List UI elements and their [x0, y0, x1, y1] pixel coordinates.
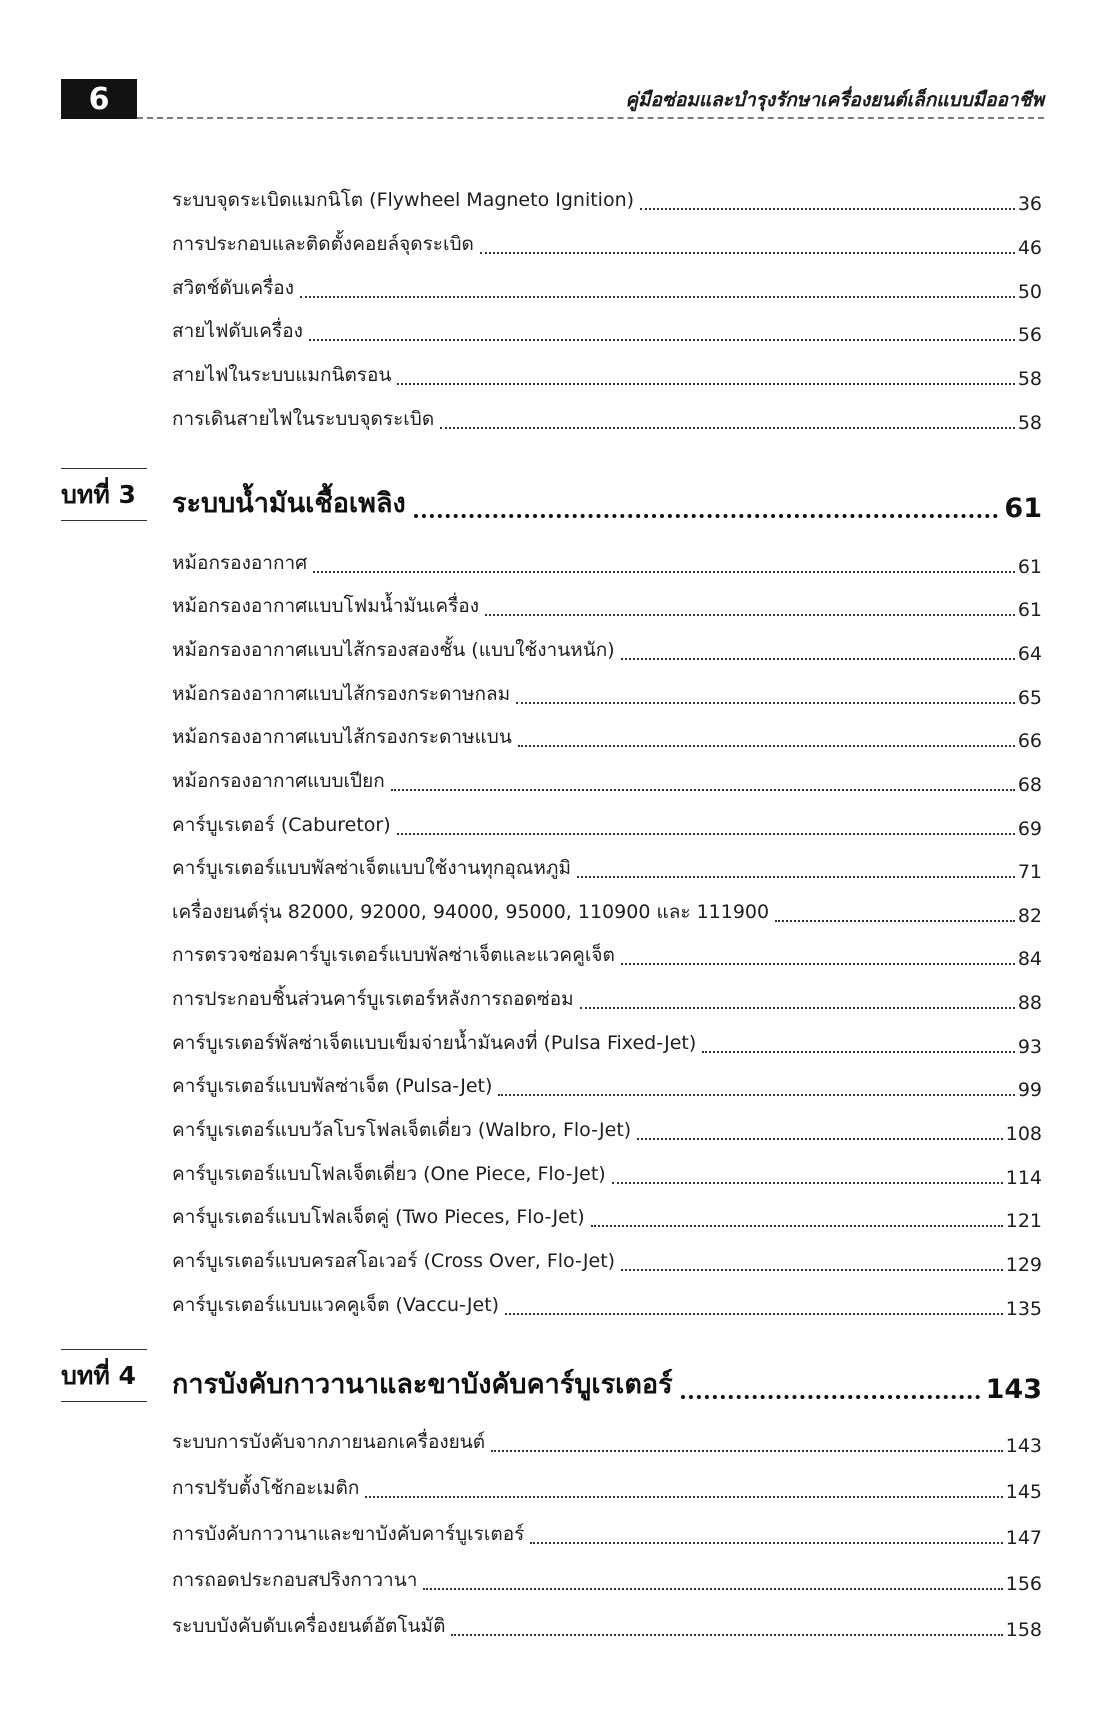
toc-entry-page: 82 [1017, 905, 1042, 927]
toc-entry [172, 1159, 1042, 1189]
toc-entry-title: ระบบจุดระเบิดแมกนิโต (Flywheel Magneto Ignition) [172, 189, 635, 211]
toc-entry-title: การปรับตั้งโช้กอะเมติก [172, 1477, 360, 1499]
toc-entry [172, 1427, 1042, 1457]
toc-entry-page: 61 [1017, 556, 1042, 578]
toc-entry [172, 273, 1042, 303]
toc-entry-page: 58 [1017, 368, 1042, 390]
dot-leader [365, 1496, 1002, 1498]
toc-entry-page: 114 [1005, 1167, 1042, 1189]
dot-leader [640, 208, 1015, 210]
dot-leader [485, 614, 1015, 616]
toc-entry [172, 185, 1042, 215]
toc-entry [172, 940, 1042, 970]
dot-leader [637, 1138, 1003, 1140]
toc-entry-page: 36 [1017, 193, 1042, 215]
toc-entry-page: 84 [1017, 948, 1042, 970]
toc-entry-title: สายไฟในระบบแมกนิตรอน [172, 364, 392, 386]
dot-leader [451, 1634, 1002, 1636]
toc-entry [172, 1071, 1042, 1101]
toc-entry-page: 46 [1017, 237, 1042, 259]
toc-entry-title: หม้อกรองอากาศแบบไส้กรองสองชั้น (แบบใช้งานหนัก) [172, 639, 615, 661]
toc-entry-page: 61 [1017, 599, 1042, 621]
toc-entry-page: 99 [1017, 1079, 1042, 1101]
toc-entry [172, 1611, 1042, 1641]
toc-entry [172, 1246, 1042, 1276]
chapter-4-label: บทที่ 4 [61, 1349, 147, 1402]
toc-entry-title: คาร์บูเรเตอร์พัลซ่าเจ็ตแบบเข็มจ่ายน้ำมันคงที่ (Pulsa Fixed-Jet) [172, 1032, 697, 1054]
toc-entry [172, 1565, 1042, 1595]
dot-leader [480, 252, 1015, 254]
toc-entry-page: 56 [1017, 324, 1042, 346]
toc-entry [172, 229, 1042, 259]
dot-leader [313, 571, 1015, 573]
toc-entry-title: คาร์บูเรเตอร์แบบแวคคูเจ็ต (Vaccu-Jet) [172, 1294, 500, 1316]
dot-leader [498, 1094, 1014, 1096]
dot-leader [621, 963, 1015, 965]
toc-entry [172, 404, 1042, 434]
toc-entry-page: 158 [1005, 1619, 1042, 1641]
toc-entry [172, 591, 1042, 621]
toc-entry [172, 1290, 1042, 1320]
dot-leader [397, 833, 1015, 835]
chapter-3-heading [172, 481, 1042, 524]
toc-entry-title: คาร์บูเรเตอร์แบบพัลซ่าเจ็ต (Pulsa-Jet) [172, 1075, 493, 1097]
dot-leader [580, 1007, 1015, 1009]
chapter-4-title: การบังคับกาวานาและขาบังคับคาร์บูเรเตอร์ [172, 1369, 673, 1400]
toc-entry-page: 121 [1005, 1210, 1042, 1232]
dot-leader [621, 1269, 1003, 1271]
toc-entry [172, 853, 1042, 883]
chapter-4-heading [172, 1362, 1042, 1405]
dot-leader [391, 789, 1015, 791]
toc-entry-page: 147 [1005, 1527, 1042, 1549]
toc-entry-page: 88 [1017, 992, 1042, 1014]
toc-entry-title: หม้อกรองอากาศแบบไส้กรองกระดาษกลม [172, 683, 511, 705]
toc-entry-page: 156 [1005, 1573, 1042, 1595]
toc-entry-title: การบังคับกาวานาและขาบังคับคาร์บูเรเตอร์ [172, 1523, 525, 1545]
toc-entry [172, 635, 1042, 665]
toc-entry-title: เครื่องยนต์รุ่น 82000, 92000, 94000, 95000, 110900 และ 111900 [172, 901, 770, 923]
dot-leader [591, 1225, 1003, 1227]
page-number: 6 [88, 81, 110, 117]
toc-entry-title: การตรวจซ่อมคาร์บูเรเตอร์แบบพัลซ่าเจ็ตและแวคคูเจ็ต [172, 944, 615, 966]
toc-entry-page: 69 [1017, 818, 1042, 840]
toc-entry-title: การประกอบชิ้นส่วนคาร์บูเรเตอร์หลังการถอดซ่อม [172, 988, 574, 1010]
toc-entry-title: หม้อกรองอากาศแบบไส้กรองกระดาษแบน [172, 726, 512, 748]
dot-leader [414, 514, 999, 518]
toc-entry-page: 108 [1005, 1123, 1042, 1145]
dot-leader [775, 920, 1015, 922]
toc-entry-page: 65 [1017, 687, 1042, 709]
toc-entry [172, 1473, 1042, 1503]
dot-leader [491, 1450, 1003, 1452]
toc-entry [172, 679, 1042, 709]
toc-entry-page: 66 [1017, 730, 1042, 752]
toc-entry-title: ระบบการบังคับจากภายนอกเครื่องยนต์ [172, 1431, 486, 1453]
toc-entry-page: 135 [1005, 1298, 1042, 1320]
dot-leader [530, 1542, 1002, 1544]
toc-entry [172, 1519, 1042, 1549]
chapter-3-title: ระบบน้ำมันเชื้อเพลิง [172, 488, 406, 519]
dot-leader [621, 658, 1015, 660]
toc-entry-title: คาร์บูเรเตอร์แบบพัลซ่าเจ็ตแบบใช้งานทุกอุณหภูมิ [172, 857, 571, 879]
toc-entry-page: 58 [1017, 412, 1042, 434]
toc-entry [172, 984, 1042, 1014]
toc-entry-title: คาร์บูเรเตอร์แบบครอสโอเวอร์ (Cross Over, Flo-Jet) [172, 1250, 616, 1272]
dot-leader [440, 427, 1015, 429]
toc-entry [172, 722, 1042, 752]
toc-entry-title: หม้อกรองอากาศ [172, 552, 308, 574]
toc-entry [172, 316, 1042, 346]
dot-leader [516, 702, 1015, 704]
dot-leader [397, 383, 1014, 385]
dot-leader [300, 296, 1015, 298]
toc-entry-title: การถอดประกอบสปริงกาวานา [172, 1569, 418, 1591]
toc-entry-title: คาร์บูเรเตอร์แบบโฟลเจ็ตคู่ (Two Pieces, Flo-Jet) [172, 1206, 585, 1228]
toc-entry-title: คาร์บูเรเตอร์ (Caburetor) [172, 814, 391, 836]
toc-entry-page: 145 [1005, 1481, 1042, 1503]
toc-entry-title: ระบบบังคับดับเครื่องยนต์อัตโนมัติ [172, 1615, 446, 1637]
toc-entry-title: คาร์บูเรเตอร์แบบโฟลเจ็ตเดี่ยว (One Piece, Flo-Jet) [172, 1163, 606, 1185]
dot-leader [423, 1588, 1002, 1590]
toc-entry-title: การเดินสายไฟในระบบจุดระเบิด [172, 408, 435, 430]
toc-entry-page: 143 [1005, 1435, 1042, 1457]
toc-entry [172, 897, 1042, 927]
toc-entry [172, 766, 1042, 796]
toc-entry-page: 50 [1017, 281, 1042, 303]
toc-entry-page: 71 [1017, 861, 1042, 883]
toc-entry-page: 93 [1017, 1036, 1042, 1058]
toc-entry [172, 1028, 1042, 1058]
toc-entry-title: หม้อกรองอากาศแบบเปียก [172, 770, 385, 792]
toc-entry-title: คาร์บูเรเตอร์แบบวัลโบรโฟลเจ็ตเดี่ยว (Walbro, Flo-Jet) [172, 1119, 632, 1141]
dot-leader [681, 1395, 980, 1399]
dot-leader [702, 1051, 1015, 1053]
toc-entry-title: การประกอบและติดตั้งคอยล์จุดระเบิด [172, 233, 474, 255]
dot-leader [505, 1313, 1003, 1315]
dot-leader [612, 1182, 1003, 1184]
toc-entry [172, 360, 1042, 390]
dot-leader [518, 745, 1015, 747]
toc-entry-page: 129 [1005, 1254, 1042, 1276]
toc-entry-title: สายไฟดับเครื่อง [172, 320, 303, 342]
toc-entry-page: 64 [1017, 643, 1042, 665]
chapter-3-label: บทที่ 3 [61, 468, 147, 521]
toc-entry [172, 810, 1042, 840]
dot-leader [577, 876, 1015, 878]
toc-entry-page: 68 [1017, 774, 1042, 796]
toc-entry [172, 1202, 1042, 1232]
toc-entry [172, 548, 1042, 578]
page-number-tab [61, 79, 137, 119]
dot-leader [309, 339, 1015, 341]
header-dashed-rule [137, 117, 1044, 119]
chapter-4-page: 143 [985, 1374, 1042, 1405]
toc-entry [172, 1115, 1042, 1145]
toc-entry-title: หม้อกรองอากาศแบบโฟมน้ำมันเครื่อง [172, 595, 479, 617]
toc-entry-title: สวิตช์ดับเครื่อง [172, 277, 294, 299]
running-header-title: คู่มือซ่อมและบำรุงรักษาเครื่องยนต์เล็กแบบมืออาชีพ [625, 89, 1044, 111]
chapter-3-page: 61 [1004, 493, 1042, 524]
